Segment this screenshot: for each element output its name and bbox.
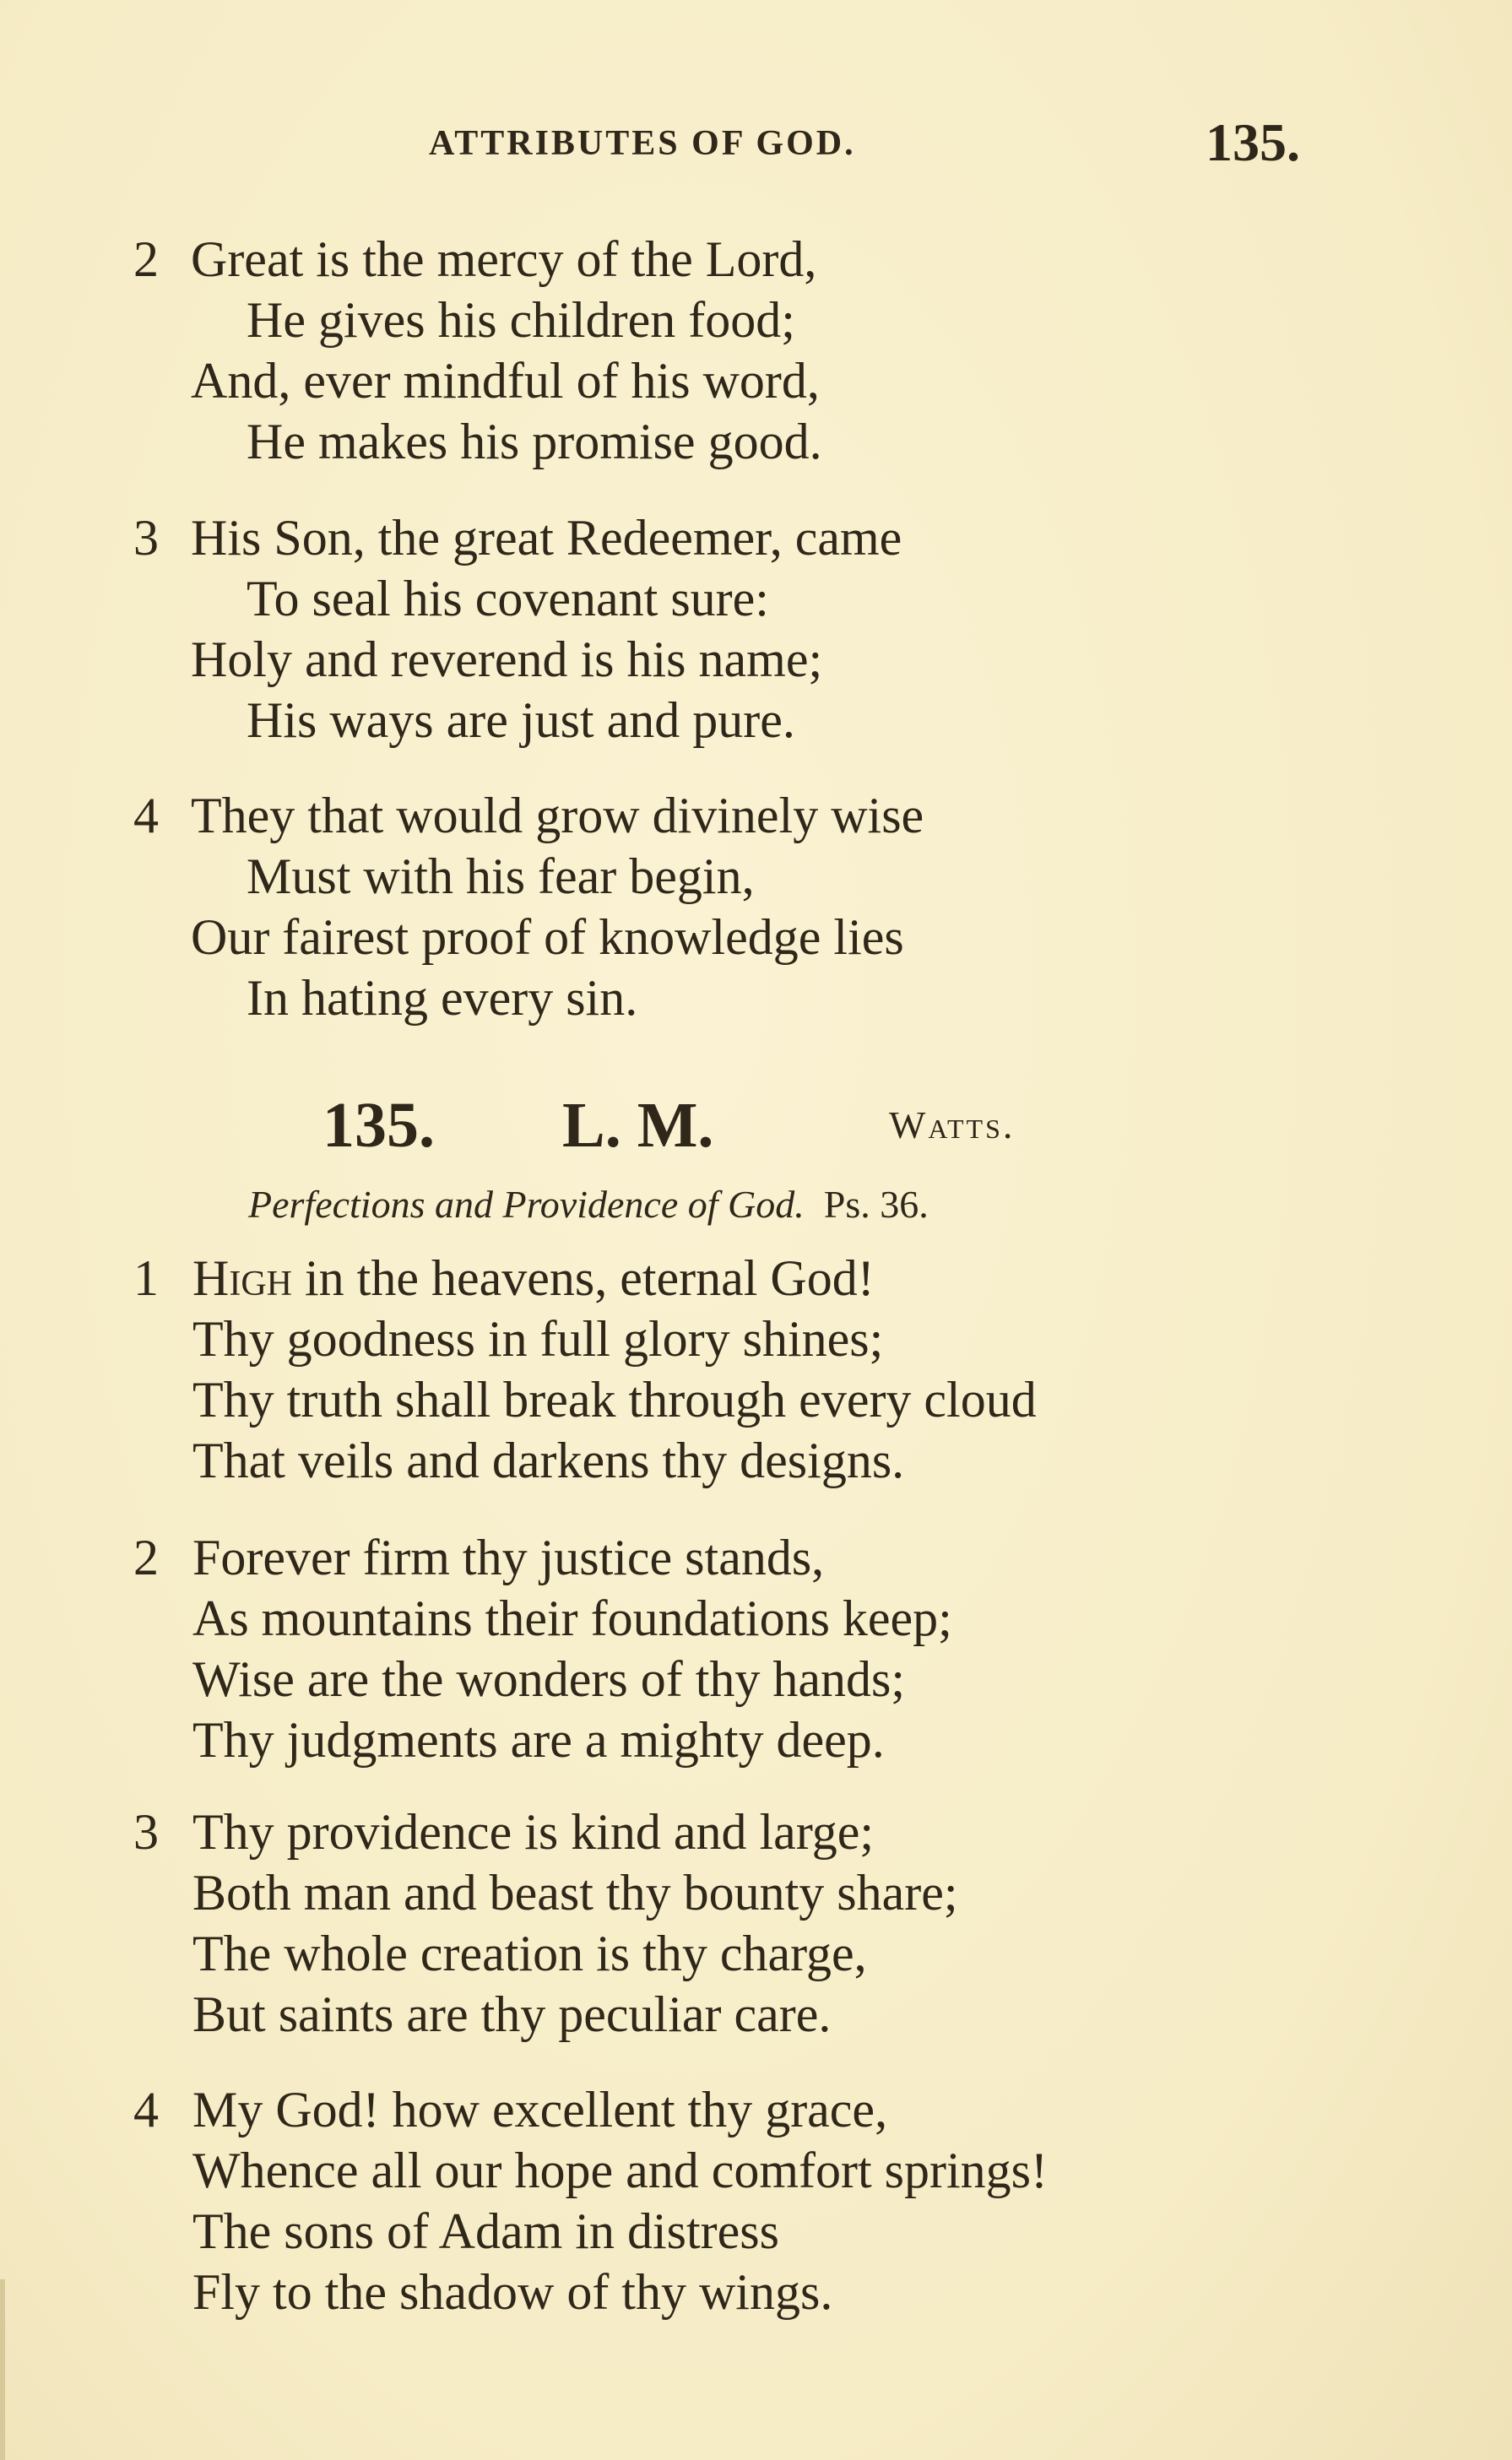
verse-line: As mountains their foundations keep; (192, 1590, 952, 1646)
page-number: 135. (1206, 112, 1300, 172)
stanza-number: 4 (133, 788, 159, 843)
verse-line: They that would grow divinely wise (191, 788, 924, 843)
verse-line: Must with his fear begin, (247, 848, 755, 904)
verse-line: Forever firm thy justice stands, (192, 1530, 825, 1585)
verse-line: In hating every sin. (247, 970, 638, 1026)
psalm-reference: Ps. 36. (823, 1183, 929, 1226)
verse-line: Thy truth shall break through every cloud (192, 1372, 1037, 1428)
verse-line: Our fairest proof of knowledge lies (191, 909, 904, 965)
small-caps-opening: High (192, 1250, 292, 1306)
stanza-number: 2 (133, 231, 159, 287)
verse-line: His ways are just and pure. (247, 692, 795, 748)
stanza-number: 2 (133, 1530, 159, 1585)
verse-line: Thy judgments are a mighty deep. (192, 1712, 885, 1768)
hymn-subtitle: Perfections and Providence of God. (248, 1183, 805, 1226)
hymn-subtitle-line (248, 1182, 929, 1227)
verse-line: Both man and beast thy bounty share; (192, 1865, 958, 1921)
hymn-author: Watts. (889, 1103, 1016, 1146)
stanza-number: 3 (133, 1804, 159, 1860)
verse-line: High in the heavens, eternal God! (192, 1250, 875, 1306)
verse-line: Fly to the shadow of thy wings. (192, 2264, 833, 2320)
verse-line: He makes his promise good. (247, 414, 822, 469)
verse-line: My God! how excellent thy grace, (192, 2082, 888, 2138)
verse-line: Holy and reverend is his name; (191, 631, 823, 687)
verse-line: And, ever mindful of his word, (191, 353, 820, 409)
verse-line: He gives his children food; (247, 292, 795, 348)
running-title: ATTRIBUTES OF GOD. (429, 124, 856, 163)
verse-line: His Son, the great Redeemer, came (191, 510, 902, 566)
hymn-number: 135. (322, 1090, 435, 1161)
hymn-meter: L. M. (562, 1090, 714, 1161)
verse-line: But saints are thy peculiar care. (192, 1986, 832, 2042)
verse-line: Thy providence is kind and large; (192, 1804, 875, 1860)
page-edge (0, 2279, 5, 2460)
verse-line: Thy goodness in full glory shines; (192, 1311, 884, 1367)
verse-line: Wise are the wonders of thy hands; (192, 1651, 906, 1707)
verse-line: Great is the mercy of the Lord, (191, 231, 817, 287)
verse-line: The whole creation is thy charge, (192, 1926, 867, 1981)
verse-line: That veils and darkens thy designs. (192, 1433, 905, 1488)
stanza-number: 3 (133, 510, 159, 566)
verse-line: Whence all our hope and comfort springs! (192, 2143, 1048, 2198)
stanza-number: 4 (133, 2082, 159, 2138)
verse-line: To seal his covenant sure: (247, 571, 769, 626)
verse-line: The sons of Adam in distress (192, 2203, 779, 2259)
stanza-number: 1 (133, 1250, 159, 1306)
